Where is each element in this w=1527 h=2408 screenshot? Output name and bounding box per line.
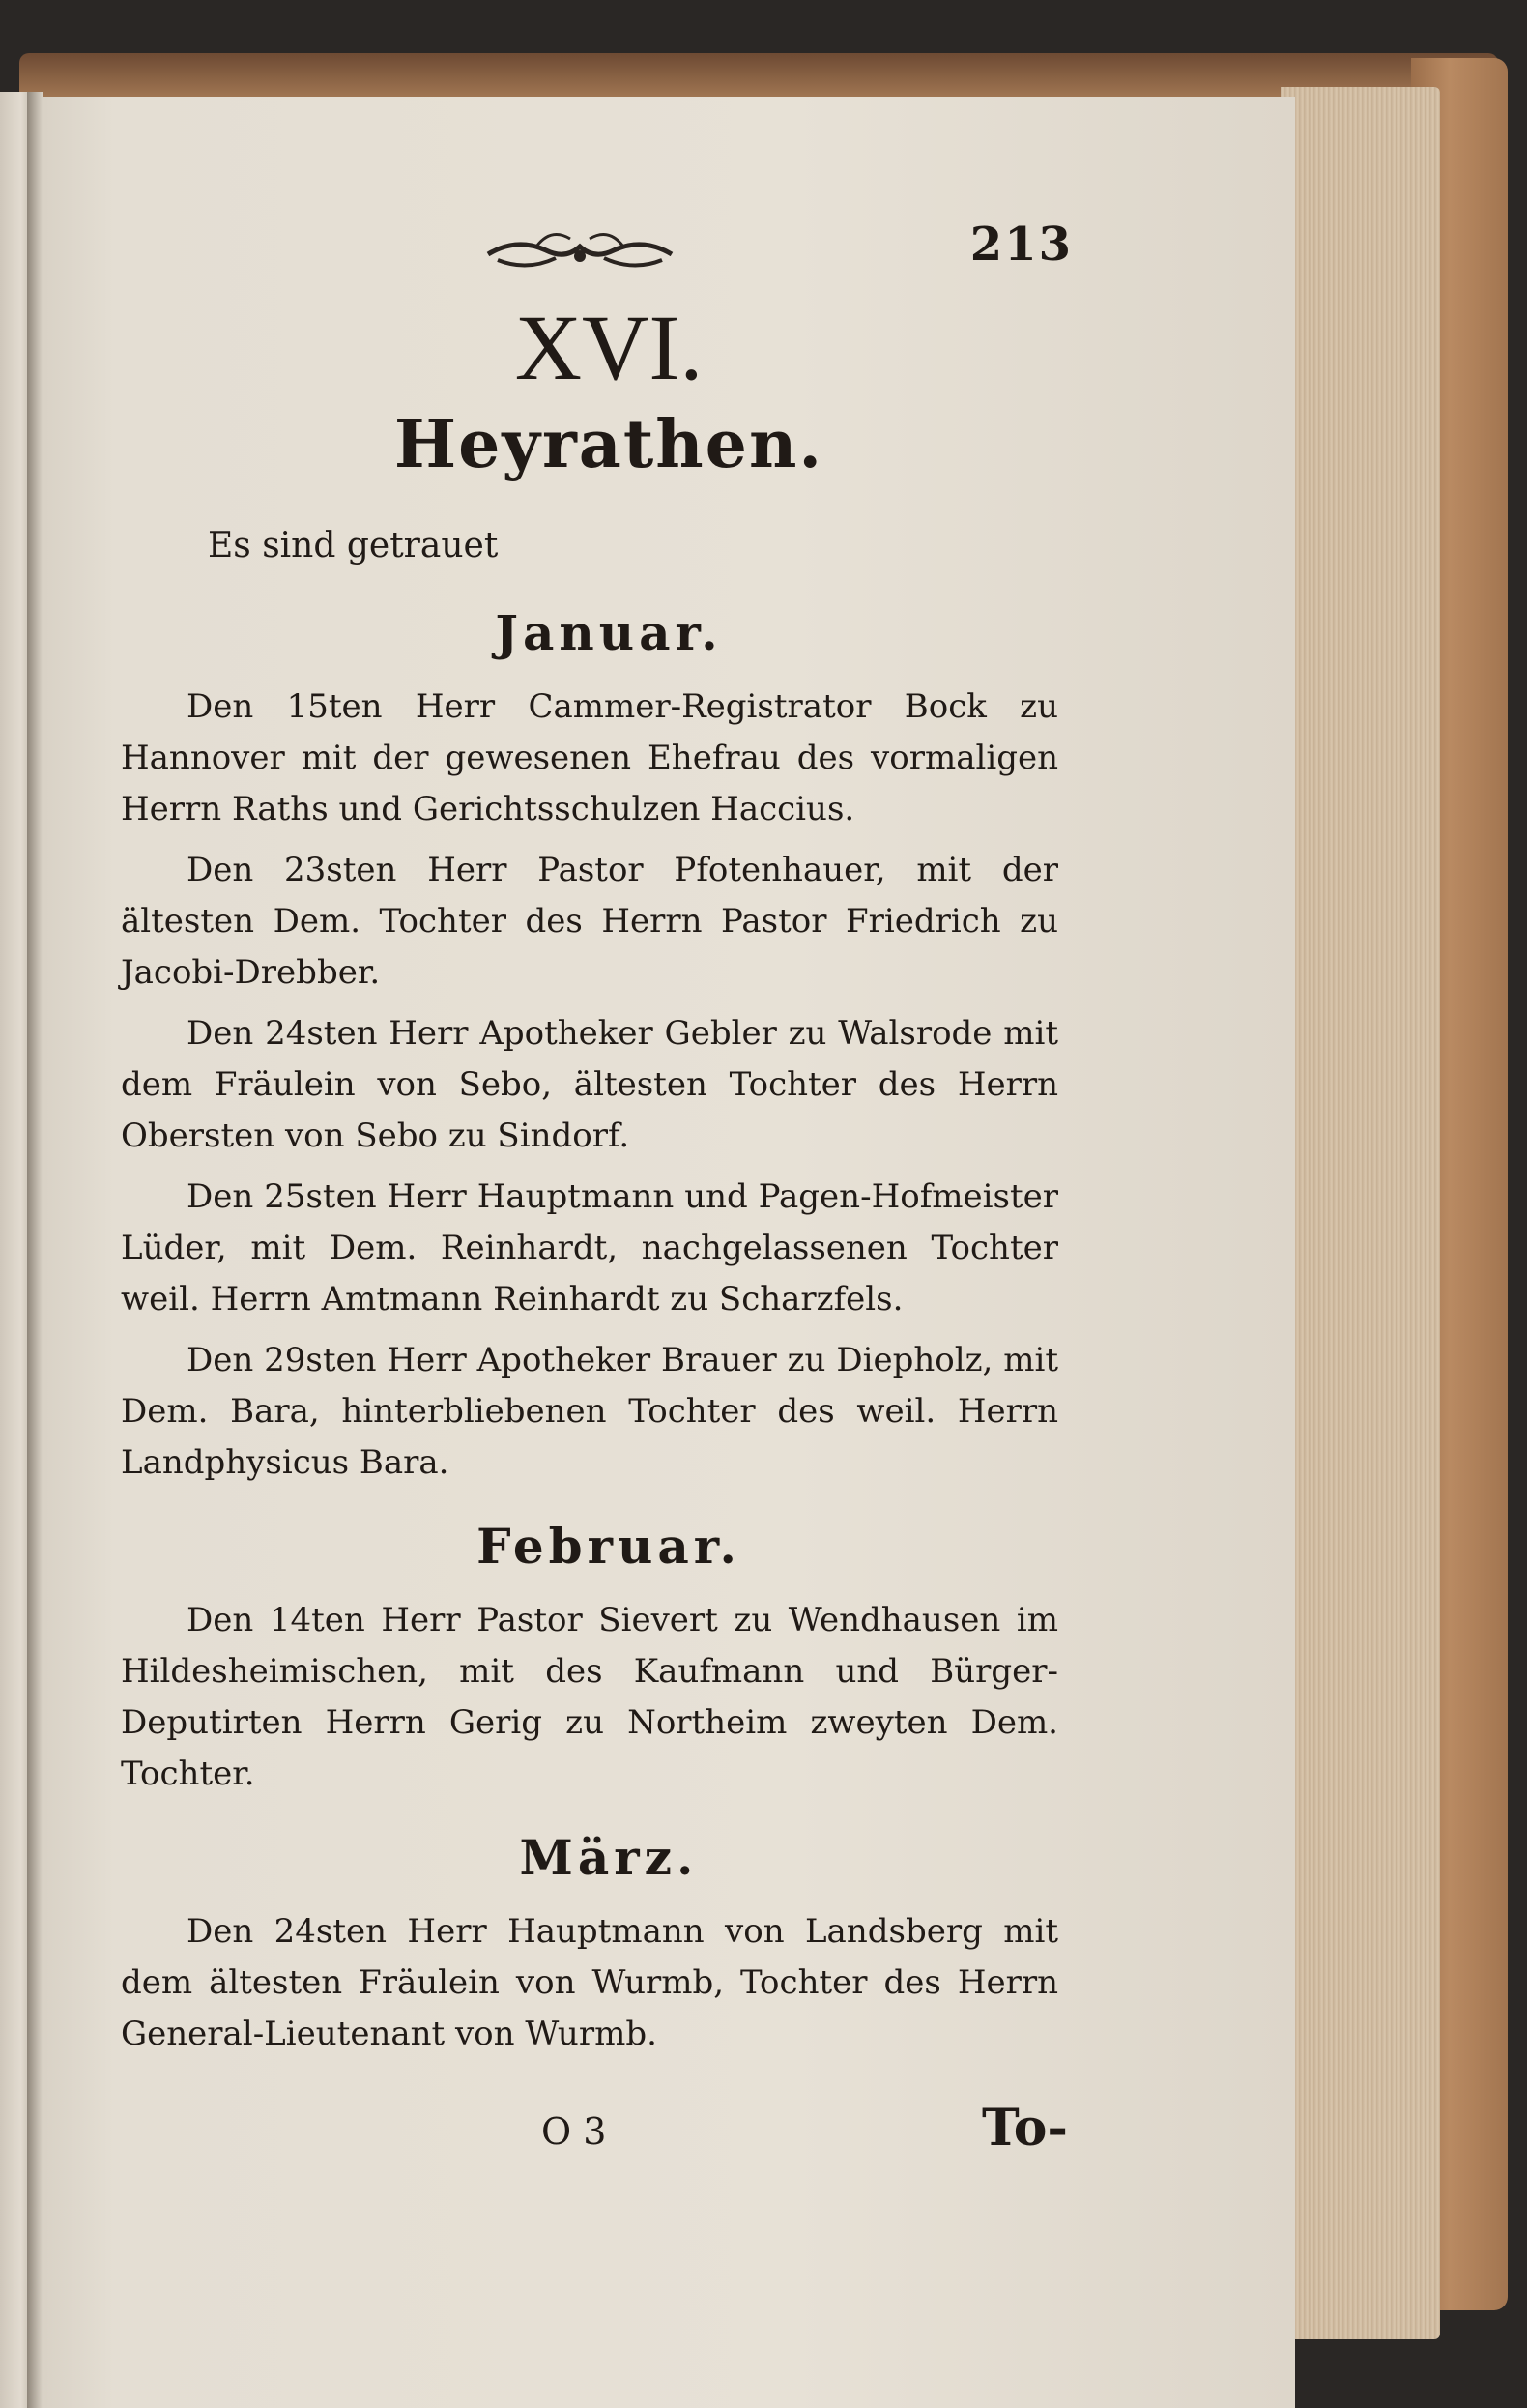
page-block-edge [1281,87,1440,2339]
marriage-entry: Den 24sten Herr Apotheker Gebler zu Walsrode mit dem Fräulein von Sebo, ältesten Tochter des Herrn Obersten von Sebo zu Sindorf. [121,1014,1058,1155]
marriage-entry: Den 23sten Herr Pastor Pfotenhauer, mit der ältesten Dem. Tochter des Herrn Pastor Friedrich zu Jacobi-Drebber. [121,851,1058,992]
marriage-entry: Den 24sten Herr Hauptmann von Landsberg mit dem ältesten Fräulein von Wurmb, Tochter des Herrn General-Lieutenant von Wurmb. [121,1912,1058,2053]
chapter-title: Heyrathen. [393,406,824,483]
marriage-entry: Den 15ten Herr Cammer-Registrator Bock zu Hannover mit der gewesenen Ehefrau des vormaligen Herrn Raths und Gerichtsschulzen Haccius. [121,687,1058,828]
signature-mark: O 3 [541,2110,607,2153]
book-gutter [27,92,43,2408]
month-heading-januar: Januar. [495,604,723,661]
chapter-number: XVI. [514,296,704,399]
intro-line: Es sind getrauet [208,526,499,566]
catchword: To- [982,2099,1068,2158]
ornament-icon [478,218,681,285]
page-header [121,208,1073,290]
page-number: 213 [969,218,1073,272]
month-heading-maerz: März. [519,1829,699,1886]
book-cover-top [19,53,1498,102]
marriage-entry: Den 14ten Herr Pastor Sievert zu Wendhausen im Hildesheimischen, mit des Kaufmann und Bürger-Deputirten Herrn Gerig zu Northeim zweyten Dem. Tochter. [121,1601,1058,1793]
page-content [121,208,1073,2176]
marriage-entry: Den 25sten Herr Hauptmann und Pagen-Hofmeister Lüder, mit Dem. Reinhardt, nachgelassenen Tochter weil. Herrn Amtmann Reinhardt zu Scharzfels. [121,1177,1058,1319]
month-heading-februar: Februar. [476,1518,741,1575]
marriage-entry: Den 29sten Herr Apotheker Brauer zu Diepholz, mit Dem. Bara, hinterbliebenen Tochter des weil. Herrn Landphysicus Bara. [121,1341,1058,1482]
page-footer [121,2099,1068,2176]
